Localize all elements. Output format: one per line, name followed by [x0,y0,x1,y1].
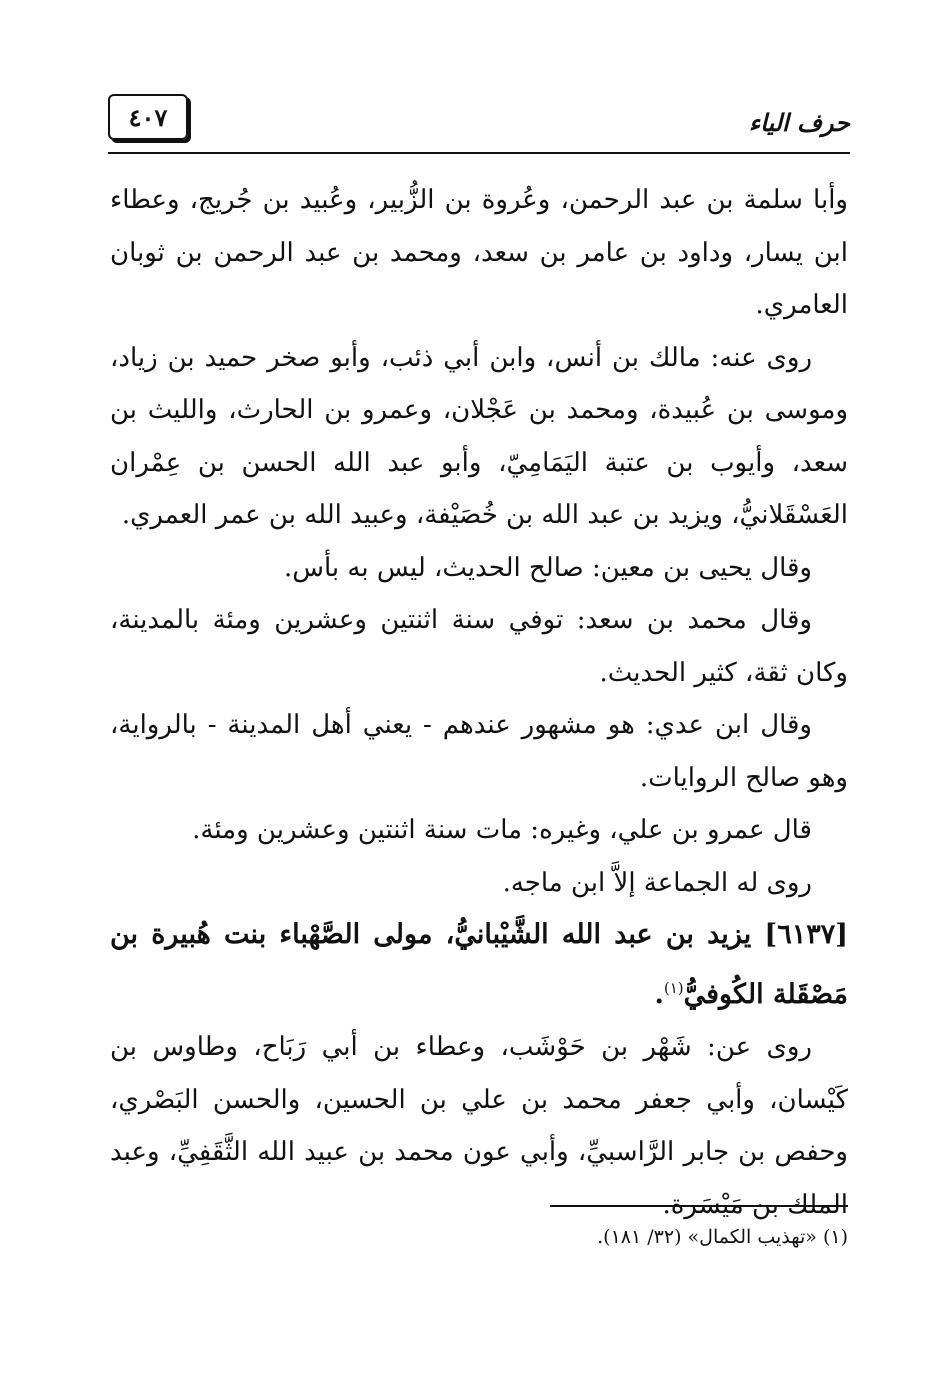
paragraph-narrated-by: روى له الجماعة إلاَّ ابن ماجه. [502,867,812,898]
paragraph-ibn-saad: وقال محمد بن سعد: توفي سنة اثنتين وعشرين ومئة بالمدينة، وكان ثقة، كثير الحديث. [110,605,848,688]
paragraph-ibn-maeen: وقال يحيى بن معين: صالح الحديث، ليس به بأس. [283,552,812,583]
paragraph-ibn-adi: وقال ابن عدي: هو مشهور عندهم - يعني أهل المدينة - بالرواية، وهو صالح الروايات. [110,710,848,793]
paragraph-death-date: قال عمرو بن علي، وغيره: مات سنة اثنتين وعشرين ومئة. [192,815,812,845]
entry-heading-end: . [654,978,664,1010]
paragraph-narrators: روى عنه: مالك بن أنس، وابن أبي ذئب، وأبو صخر حميد بن زياد، وموسى بن عُبيدة، ومحمد بن عَجْلان، وعمرو بن الحارث، والليث بن سعد، وأيوب بن عتبة اليَمَامِيّ، وأبو عبد الله الحسن بن عِمْران العَسْقَلانيُّ، ويزيد بن عبد الله بن خُصَيْفة، وعبيد الله بن عمر العمري. [110,342,848,530]
entry-heading-text: [٦١٣٧] يزيد بن عبد الله الشَّيْبانيُّ، مولى الصَّهْباء بنت هُبيرة بن مَصْقَلة الكُوفيُّ [110,919,848,1010]
header-rule [108,152,850,154]
running-title: حرف الياء [748,108,850,137]
page-number-box [108,94,188,140]
main-text [110,174,848,1231]
paragraph-entry-teachers: روى عن: شَهْر بن حَوْشَب، وعطاء بن أبي رَبَاح، وطاوس بن كَيْسان، وأبي جعفر محمد بن علي بن الحسين، والحسن البَصْري، وحفص بن جابر الرَّاسبيِّ، وأبي عون محمد بن عبيد الله الثَّقَفِيِّ، وعبد الملك بن مَيْسَرة. [110,1032,848,1220]
page-number: ٤٠٧ [128,102,168,132]
footnote: (١) «تهذيب الكمال» (٣٢/ ١٨١). [597,1226,848,1248]
footnote-rule [550,1205,848,1207]
paragraph-teachers-continued: وأبا سلمة بن عبد الرحمن، وعُروة بن الزُّبير، وعُبيد بن جُريج، وعطاء ابن يسار، وداود بن عامر بن سعد، ومحمد بن عبد الرحمن بن ثوبان العامري. [110,185,848,320]
entry-heading [110,909,848,1021]
page-header [108,92,850,154]
footnote-marker: (١) [663,978,684,997]
